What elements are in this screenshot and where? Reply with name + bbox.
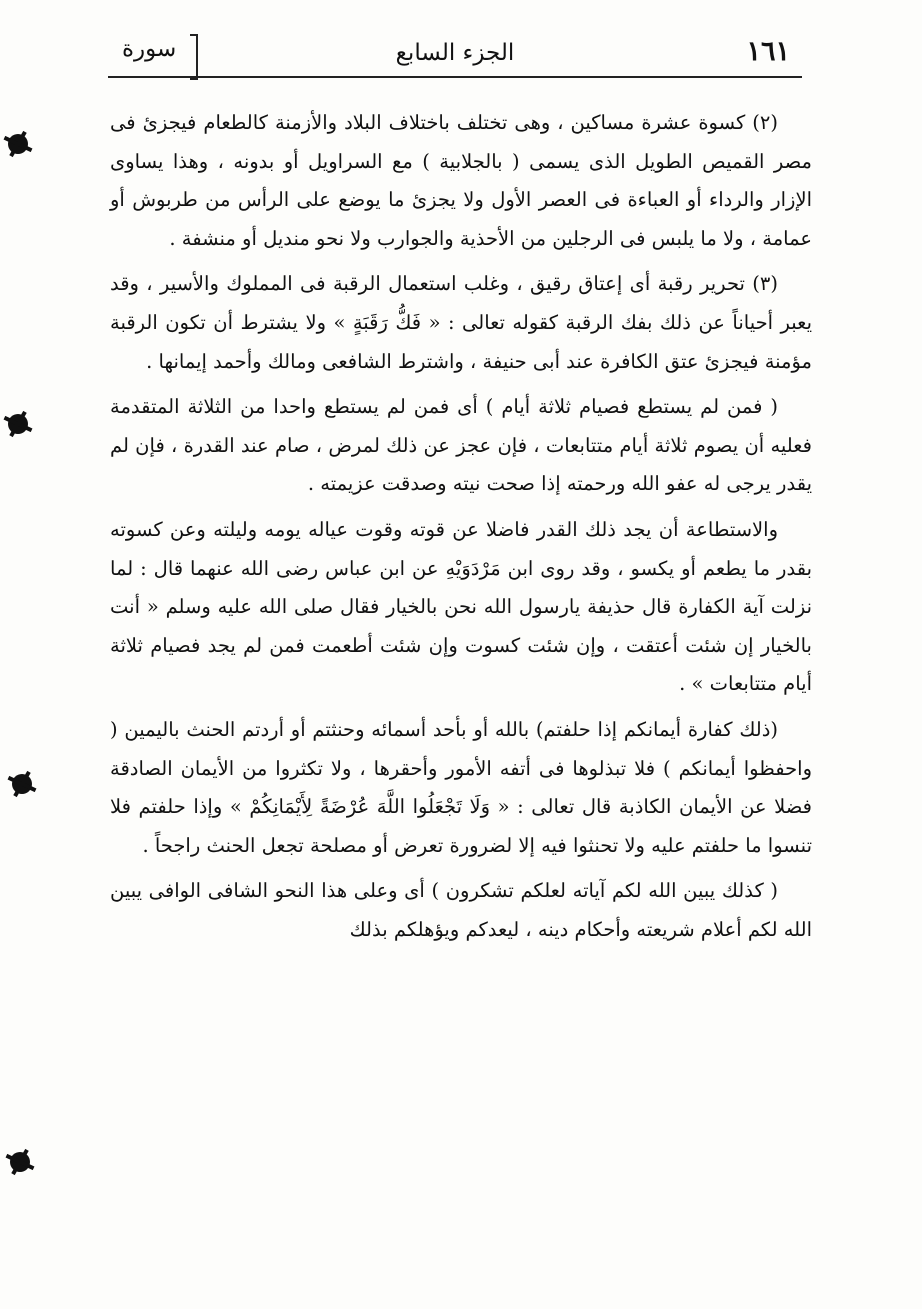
surah-bracket	[190, 34, 198, 80]
paragraph-thus-god-explains: ( كذلك يبين الله لكم آياته لعلكم تشكرون ) أى وعلى هذا النحو الشافى الوافى يبين الله لكم أعلام شريعته وأحكام دينه ، ليعدكم ويؤهلكم بذلك	[110, 879, 812, 941]
paragraph-freeing-slave: (٣) تحرير رقبة أى إعتاق رقيق ، وغلب استعمال الرقبة فى المملوك والأسير ، وقد يعبر أحياناً عن ذلك بفك الرقبة كقوله تعالى : « فَكُّ رَقَبَةٍ » ولا يشترط أن تكون الرقبة مؤمنة فيجزئ عتق الكافرة عند أبى حنيفة ، واشترط الشافعى ومالك وأحمد إيمانها .	[110, 272, 812, 373]
ink-spot-mark	[10, 1152, 30, 1172]
ink-spot-mark	[8, 414, 28, 434]
header-rule	[108, 76, 802, 78]
paragraph-oath-expiation: (ذلك كفارة أيمانكم إذا حلفتم) بالله أو بأحد أسمائه وحنثتم أو أردتم الحنث باليمين ( واحفظوا أيمانكم ) فلا تبذلوها فى أتفه الأمور وأحقرها ، ولا تكثروا من الأيمان الصادقة فضلا عن الأيمان الكاذبة قال تعالى : « وَلَا تَجْعَلُوا اللَّهَ عُرْضَةً لِأَيْمَانِكُمْ » وإذا حلفتم فلا تنسوا ما حلفتم عليه ولا تحنثوا فيه إلا لضرورة تعرض أو مصلحة تجعل الحنث راجحاً .	[110, 717, 812, 857]
ink-spot-mark	[8, 134, 28, 154]
paragraph-clothing: (٢) كسوة عشرة مساكين ، وهى تختلف باختلاف البلاد والأزمنة كالطعام فيجزئ فى مصر القميص الطويل الذى يسمى ( بالجلابية ) مع السراويل أو بدونه ، وهذا يساوى الإزار والرداء أو العباءة فى العصر الأول ولا يجزئ ما يوضع على الرأس من طربوش أو عمامة ، ولا ما يلبس فى الرجلين من الأحذية والجوارب ولا نحو منديل أو منشفة .	[110, 111, 812, 250]
surah-label: سورة	[122, 36, 177, 62]
page-number: ١٦١	[746, 36, 790, 67]
paragraph-fasting: ( فمن لم يستطع فصيام ثلاثة أيام ) أى فمن لم يستطع واحدا من الثلاثة المتقدمة فعليه أن يصوم ثلاثة أيام متتابعات ، فإن عجز عن ذلك لمرض ، صام عند القدرة ، فإن لم يقدر يرجى له عفو الله ورحمته إذا صحت نيته وصدقت عزيمته .	[110, 395, 812, 496]
body-text	[110, 104, 812, 956]
ink-spot-mark	[12, 774, 32, 794]
paragraph-ability: والاستطاعة أن يجد ذلك القدر فاضلا عن قوته وقوت عياله يومه وليلته وعن كسوته بقدر ما يطعم أو يكسو ، وقد روى ابن مَرْدَوَيْهِ عن ابن عباس رضى الله عنهما قال : لما نزلت آية الكفارة قال حذيفة يارسول الله نحن بالخيار فقال صلى الله عليه وسلم « أنت بالخيار إن شئت أعتقت ، وإن شئت كسوت وإن شئت أطعمت فمن لم يجد فصيام ثلاثة أيام متتابعات » .	[110, 517, 812, 696]
page-header	[108, 34, 802, 78]
running-title: الجزء السابع	[395, 40, 515, 66]
